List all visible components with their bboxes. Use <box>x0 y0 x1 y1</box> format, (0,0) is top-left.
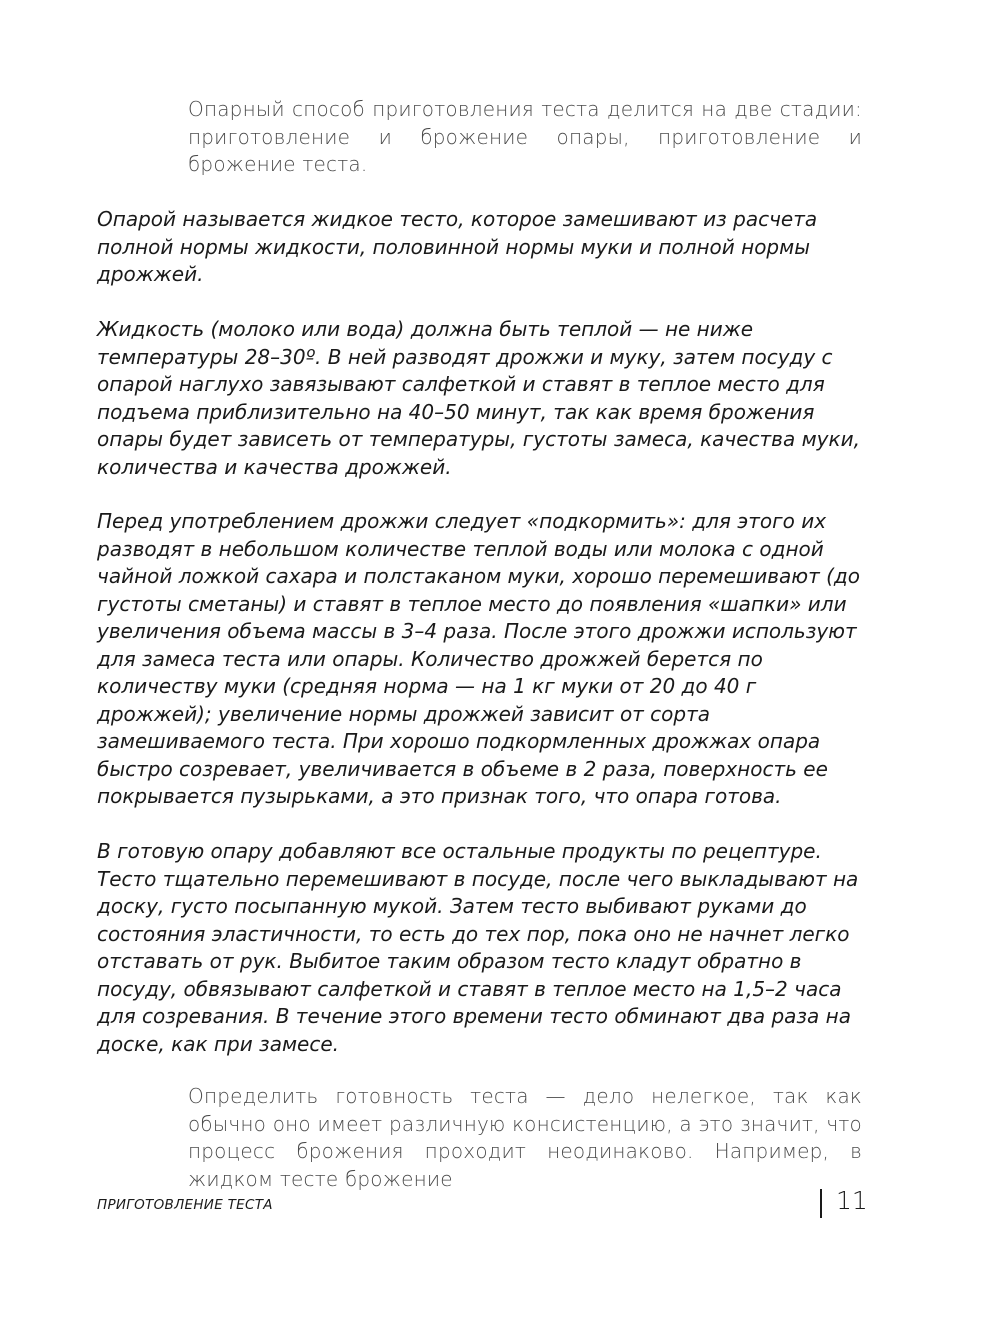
dough-paragraph: В готовую опару добавляют все остальные продукты по рецептуре. Тесто тщательно перемешивают в посуде, после чего выкладывают на доску, густо посыпанную мукой. Затем тесто выбивают руками до состояния эластичности, то есть до тех пор, пока оно не начнет легко отставать от рук. Выбитое таким образом тесто кладут обратно в посуду, обвязывают салфеткой и ставят в теплое место на 1,5–2 часа для созревания. В течение этого времени тесто обминают два раза на доске, как при замесе. <box>97 839 859 1056</box>
readiness-paragraph: Определить готовность теста — дело нелегкое, так как обычно оно имеет различную консистенцию, а это значит, что процесс брожения проходит неодинаково. Например, в жидком тесте брожение <box>188 1084 862 1191</box>
intro-paragraph: Опарный способ приготовления теста делится на две стадии: приготовление и брожение опары, приготовление и брожение теста. <box>188 97 862 176</box>
page-number-divider <box>820 1189 822 1218</box>
yeast-paragraph: Перед употреблением дрожжи следует «подкормить»: для этого их разводят в небольшом количестве теплой воды или молока с одной чайной ложкой сахара и полстаканом муки, хорошо перемешивают (до густоты сметаны) и ставят в теплое место до появления «шапки» или увеличения объема массы в 3–4 раза. После этого дрожжи используют для замеса теста или опары. Количество дрожжей берется по количеству муки (средняя норма — на 1 кг муки от 20 до 40 г дрожжей); увеличение нормы дрожжей зависит от сорта замешиваемого теста. При хорошо подкормленных дрожжах опара быстро созревает, увеличивается в объеме в 2 раза, поверхность ее покрывается пузырьками, а это признак того, что опара готова. <box>97 509 860 808</box>
definition-paragraph: Опарой называется жидкое тесто, которое замешивают из расчета полной нормы жидкости, половинной нормы муки и полной нормы дрожжей. <box>97 207 818 286</box>
liquid-paragraph: Жидкость (молоко или вода) должна быть теплой — не ниже температуры 28–30º. В ней разводят дрожжи и муку, затем посуду с опарой наглухо завязывают салфеткой и ставят в теплое место для подъема приблизительно на 40–50 минут, так как время брожения опары будет зависеть от температуры, густоты замеса, качества муки, количества и качества дрожжей. <box>97 317 860 479</box>
page-number: 11 <box>836 1186 868 1215</box>
running-footer-title: ПРИГОТОВЛЕНИЕ ТЕСТА <box>97 1197 273 1213</box>
